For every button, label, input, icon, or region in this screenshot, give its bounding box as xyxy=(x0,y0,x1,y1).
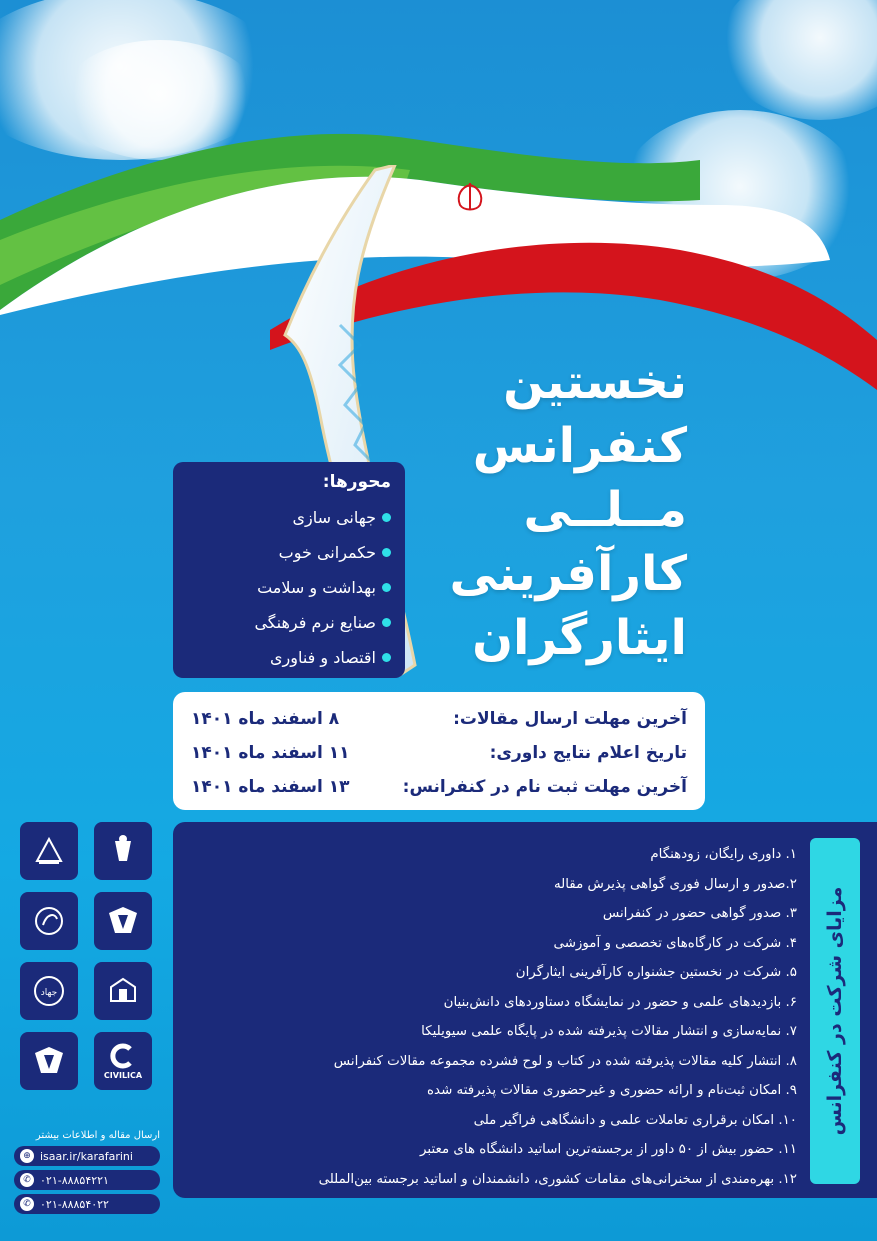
foundation-logo xyxy=(94,822,152,880)
date-label: آخرین مهلت ارسال مقالات: xyxy=(453,709,687,729)
bullet-dot xyxy=(382,653,391,662)
date-row xyxy=(191,736,687,770)
date-row xyxy=(191,702,687,736)
theme-item xyxy=(181,535,391,570)
title-line-5: ایثارگران xyxy=(472,610,687,666)
phone-text-2: ۰۲۱-۸۸۸۵۴۰۲۲ xyxy=(40,1197,109,1211)
date-label: آخرین مهلت ثبت نام در کنفرانس: xyxy=(402,777,687,797)
title-line-3: مــلــی xyxy=(523,482,687,538)
date-label: تاریخ اعلام نتایج داوری: xyxy=(489,743,687,763)
phone-text-1: ۰۲۱-۸۸۸۵۴۲۲۱ xyxy=(40,1173,109,1187)
azad-university-logo-1 xyxy=(94,892,152,950)
theme-item xyxy=(181,605,391,640)
bullet-dot xyxy=(382,583,391,592)
phone-link-1[interactable] xyxy=(14,1170,160,1190)
conference-title xyxy=(437,350,687,670)
themes-box xyxy=(173,462,405,678)
theme-label: صنایع نرم فرهنگی xyxy=(254,613,376,632)
isargaran-karafarin-logo xyxy=(20,822,78,880)
title-line-4: کارآفرینی xyxy=(449,546,687,602)
themes-heading: محورها: xyxy=(322,472,391,492)
benefit-item: ۲.صدور و ارسال فوری گواهی پذیرش مقاله xyxy=(553,876,797,892)
theme-label: حکمرانی خوب xyxy=(278,543,376,562)
benefits-heading: مزایای شرکت در کنفرانس xyxy=(824,886,846,1136)
benefit-item: ۹. امکان ثبت‌نام و ارائه حضوری و غیرحضوری مقالات پذیرفته شده xyxy=(427,1083,797,1098)
benefit-item: ۷. نمایه‌سازی و انتشار مقالات پذیرفته شده در پایگاه علمی سیویلیکا xyxy=(421,1024,797,1039)
benefits-box xyxy=(173,822,877,1198)
bullet-dot xyxy=(382,513,391,522)
university-logo xyxy=(94,962,152,1020)
ministry-logo xyxy=(20,892,78,950)
date-value: ۱۳ اسفند ماه ۱۴۰۱ xyxy=(191,777,350,797)
benefit-item: ۶. بازدیدهای علمی و حضور در نمایشگاه دستاوردهای دانش‌بنیان xyxy=(443,994,797,1010)
phone-icon: ✆ xyxy=(20,1173,34,1187)
benefit-item: ۴. شرکت در کارگاه‌های تخصصی و آموزشی xyxy=(553,935,797,951)
benefits-list xyxy=(197,840,797,1194)
website-link[interactable] xyxy=(14,1146,160,1166)
title-line-2: کنفرانس xyxy=(472,418,687,474)
theme-label: اقتصاد و فناوری xyxy=(269,648,376,667)
jahad-logo xyxy=(20,962,78,1020)
date-value: ۸ اسفند ماه ۱۴۰۱ xyxy=(191,709,340,729)
bullet-dot xyxy=(382,548,391,557)
date-value: ۱۱ اسفند ماه ۱۴۰۱ xyxy=(191,743,350,763)
jahad-text: جهاد xyxy=(40,988,58,998)
benefit-item: ۱۱. حضور بیش از ۵۰ داور از برجسته‌ترین اساتید دانشگاه های معتبر xyxy=(420,1142,797,1157)
date-row xyxy=(191,770,687,804)
globe-icon: ⊕ xyxy=(20,1149,34,1163)
theme-label: بهداشت و سلامت xyxy=(257,578,376,597)
civilica-logo xyxy=(94,1032,152,1090)
phone-link-2[interactable] xyxy=(14,1194,160,1214)
dates-box xyxy=(173,692,705,810)
contact-label: ارسال مقاله و اطلاعات بیشتر xyxy=(35,1130,160,1141)
benefits-heading-tab xyxy=(810,838,860,1184)
benefit-item: ۳. صدور گواهی حضور در کنفرانس xyxy=(602,906,797,921)
civilica-text: CIVILICA xyxy=(103,1070,143,1080)
theme-item xyxy=(181,570,391,605)
bullet-dot xyxy=(382,618,391,627)
benefit-item: ۱۲. بهره‌مندی از سخنرانی‌های مقامات کشوری، دانشمندان و اساتید برجسته بین‌المللی xyxy=(318,1171,797,1187)
cloud-top-right xyxy=(720,0,877,120)
website-text: isaar.ir/karafarini xyxy=(40,1149,133,1163)
theme-item xyxy=(181,640,391,675)
benefit-item: ۵. شرکت در نخستین جشنواره کارآفرینی ایثارگران xyxy=(515,965,797,980)
title-line-1: نخستین xyxy=(503,354,687,410)
theme-label: جهانی سازی xyxy=(292,508,376,527)
azad-university-logo-2 xyxy=(20,1032,78,1090)
theme-item xyxy=(181,500,391,535)
benefit-item: ۱. داوری رایگان، زودهنگام xyxy=(650,847,797,862)
phone-icon: ✆ xyxy=(20,1197,34,1211)
benefit-item: ۸. انتشار کلیه مقالات پذیرفته شده در کتاب و لوح فشرده مجموعه مقالات کنفرانس xyxy=(333,1053,797,1069)
benefit-item: ۱۰. امکان برقراری تعاملات علمی و دانشگاهی فراگیر ملی xyxy=(473,1112,797,1128)
